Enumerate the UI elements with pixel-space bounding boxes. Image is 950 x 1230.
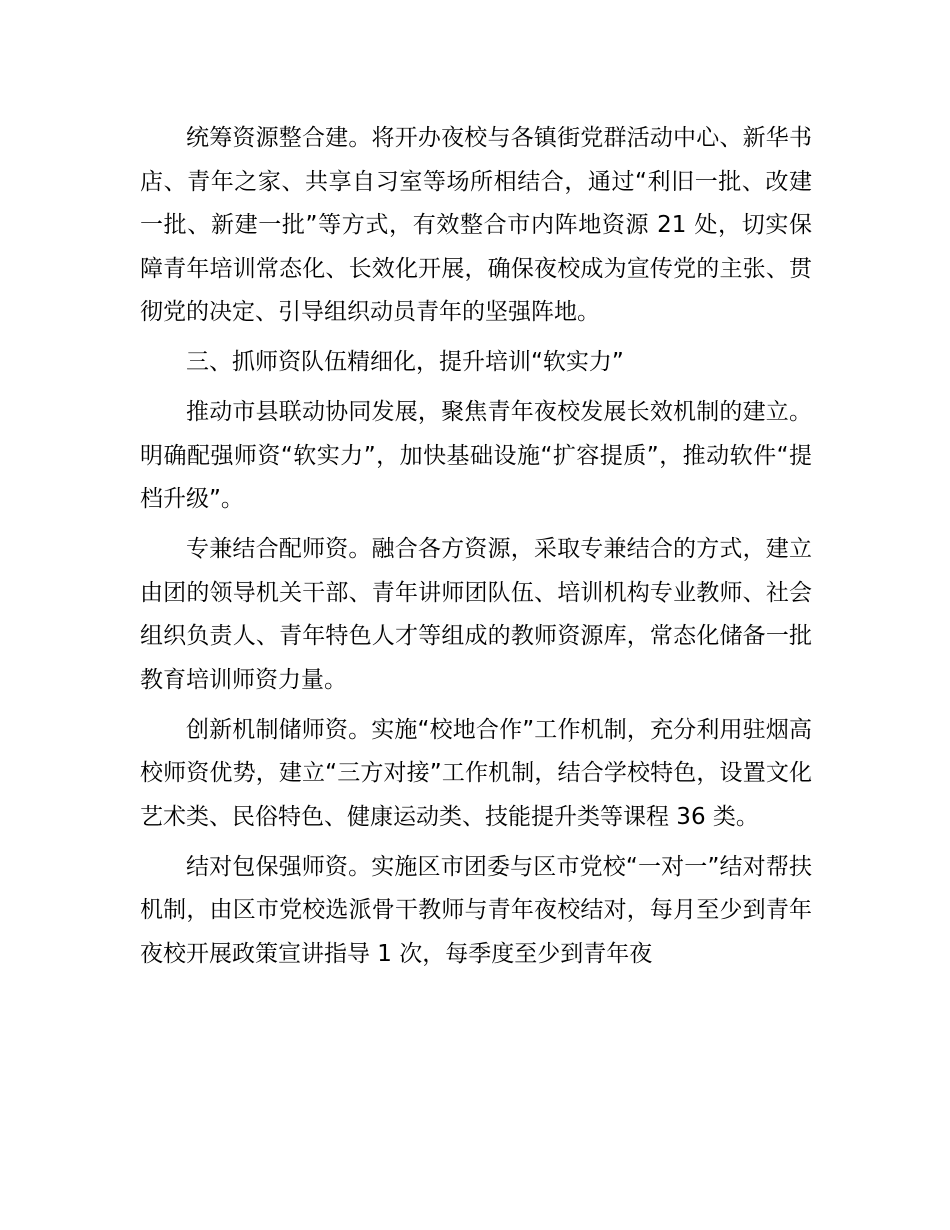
paragraph-resource-integration: 统筹资源整合建。将开办夜校与各镇街党群活动中心、新华书店、青年之家、共享自习室等场所相结合，通过“利旧一批、改建一批、新建一批”等方式，有效整合市内阵地资源 21 处，切实保障青年培训常态化、长效化开展，确保夜校成为宣传党的主张、贯彻党的决定、引导组织动员青年的坚强阵地。 — [140, 125, 812, 325]
document-body — [140, 117, 812, 983]
paragraph-paired-support: 结对包保强师资。实施区市团委与区市党校“一对一”结对帮扶机制，由区市党校选派骨干教师与青年夜校结对，每月至少到青年夜校开展政策宣讲指导 1 次，每季度至少到青年夜 — [140, 853, 812, 967]
section-heading-teachers: 三、抓师资队伍精细化，提升培训“软实力” — [186, 349, 624, 375]
paragraph-full-part-time-teachers: 专兼结合配师资。融合各方资源，采取专兼结合的方式，建立由团的领导机关干部、青年讲师团队伍、培训机构专业教师、社会组织负责人、青年特色人才等组成的教师资源库，常态化储备一批教育培训师资力量。 — [140, 536, 812, 693]
paragraph-city-county-linkage: 推动市县联动协同发展，聚焦青年夜校发展长效机制的建立。明确配强师资“软实力”，加快基础设施“扩容提质”，推动软件“提档升级”。 — [140, 399, 812, 512]
paragraph-innovative-mechanism: 创新机制储师资。实施“校地合作”工作机制，充分利用驻烟高校师资优势，建立“三方对接”工作机制，结合学校特色，设置文化艺术类、民俗特色、健康运动类、技能提升类等课程 36 类。 — [140, 716, 812, 830]
